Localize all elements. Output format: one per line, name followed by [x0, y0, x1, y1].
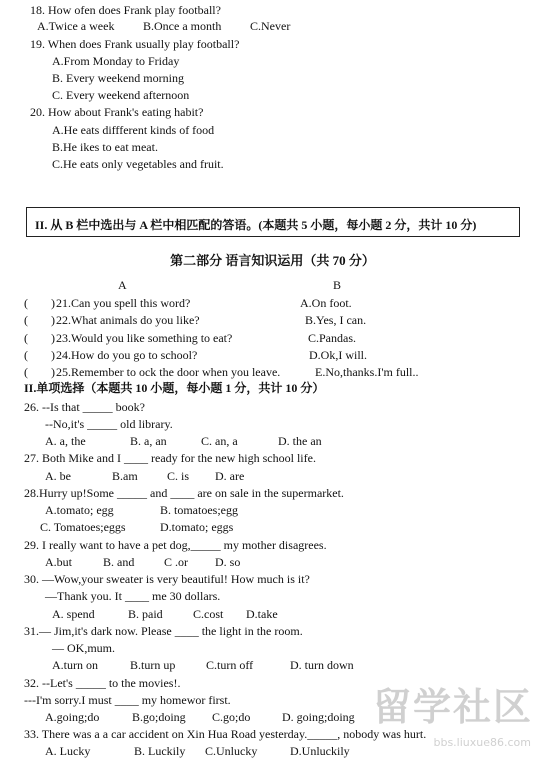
q20-option-a: A.He eats diffferent kinds of food	[52, 123, 215, 137]
answer-paren-close: )	[51, 296, 55, 310]
q31-option-d: D. turn down	[290, 658, 354, 672]
column-b-label: B	[333, 278, 342, 292]
q32-option-d: D. going;doing	[282, 710, 355, 724]
q27-option-a: A. be	[45, 469, 71, 483]
q26-option-b: B. a, an	[130, 434, 167, 448]
q27-option-d: D. are	[215, 469, 245, 483]
matching-a-text: 24.How do you go to school?	[56, 348, 198, 362]
q26-option-d: D. the an	[278, 434, 322, 448]
q29-option-d: D. so	[215, 555, 241, 569]
q33-stem: 33. There was a a car accident on Xin Hua Road yesterday._____, nobody was hurt.	[24, 727, 427, 741]
q19-stem: 19. When does Frank usually play football?	[30, 37, 240, 51]
q32-option-b: B.go;doing	[132, 710, 186, 724]
q32-option-a: A.going;do	[45, 710, 100, 724]
answer-paren-open: (	[24, 331, 28, 345]
q29-option-c: C .or	[164, 555, 188, 569]
q19-option-c: C. Every weekend afternoon	[52, 88, 190, 102]
q30-option-d: D.take	[246, 607, 278, 621]
watermark-logo: 留学社区	[372, 685, 533, 729]
q26-option-c: C. an, a	[201, 434, 238, 448]
q33-option-d: D.Unluckily	[290, 744, 350, 758]
section-heading-text: II. 从 B 栏中选出与 A 栏中相匹配的答语。(本题共 5 小题，每小题 2 分，共计 10 分)	[35, 218, 477, 232]
q30-stem: 30. —Wow,your sweater is very beautiful! How much is it?	[24, 572, 310, 586]
q26-stem-2: --No,it's _____ old library.	[45, 417, 173, 431]
q28-option-c: C. Tomatoes;eggs	[40, 520, 126, 534]
q19-option-b: B. Every weekend morning	[52, 71, 184, 85]
q30-stem-2: —Thank you. It ____ me 30 dollars.	[45, 589, 221, 603]
q26-option-a: A. a, the	[45, 434, 86, 448]
q33-option-a: A. Lucky	[45, 744, 91, 758]
answer-paren-close: )	[51, 348, 55, 362]
q28-option-b: B. tomatoes;egg	[160, 503, 238, 517]
answer-paren-close: )	[51, 331, 55, 345]
q27-option-b: B.am	[112, 469, 138, 483]
matching-a-text: 25.Remember to ock the door when you leave.	[56, 365, 281, 379]
q31-stem: 31.— Jim,it's dark now. Please ____ the light in the room.	[24, 624, 303, 638]
q29-option-b: B. and	[103, 555, 135, 569]
answer-paren-open: (	[24, 365, 28, 379]
q28-option-a: A.tomato; egg	[45, 503, 114, 517]
q18-option-a: A.Twice a week	[37, 19, 115, 33]
single-choice-heading: II.单项选择（本题共 10 小题，每小题 1 分，共计 10 分）	[24, 381, 325, 395]
column-a-label: A	[118, 278, 127, 292]
q26-stem: 26. --Is that _____ book?	[24, 400, 145, 414]
q18-option-b: B.Once a month	[143, 19, 222, 33]
q32-stem-2: ---I'm sorry.I must ____ my homewor first.	[24, 693, 231, 707]
part-two-title: 第二部分 语言知识运用（共 70 分）	[170, 253, 375, 268]
q27-stem: 27. Both Mike and I ____ ready for the new high school life.	[24, 451, 316, 465]
q18-stem: 18. How ofen does Frank play football?	[30, 3, 221, 17]
matching-a-text: 21.Can you spell this word?	[56, 296, 191, 310]
q30-option-b: B. paid	[128, 607, 163, 621]
matching-b-text: C.Pandas.	[308, 331, 356, 345]
watermark-url: bbs.liuxue86.com	[433, 736, 531, 749]
q33-option-c: C.Unlucky	[205, 744, 258, 758]
answer-paren-open: (	[24, 313, 28, 327]
q33-option-b: B. Luckily	[134, 744, 186, 758]
q27-option-c: C. is	[167, 469, 190, 483]
matching-b-text: E.No,thanks.I'm full..	[315, 365, 419, 379]
q31-stem-2: — OK,mum.	[52, 641, 115, 655]
matching-b-text: D.Ok,I will.	[309, 348, 367, 362]
q31-option-b: B.turn up	[130, 658, 176, 672]
q29-option-a: A.but	[45, 555, 72, 569]
q31-option-c: C.turn off	[206, 658, 254, 672]
q28-stem: 28.Hurry up!Some _____ and ____ are on sale in the supermarket.	[24, 486, 344, 500]
q20-stem: 20. How about Frank's eating habit?	[30, 105, 204, 119]
answer-paren-close: )	[51, 313, 55, 327]
q29-stem: 29. I really want to have a pet dog,_____ my mother disagrees.	[24, 538, 327, 552]
q20-option-c: C.He eats only vegetables and fruit.	[52, 157, 224, 171]
answer-paren-open: (	[24, 296, 28, 310]
q19-option-a: A.From Monday to Friday	[52, 54, 180, 68]
answer-paren-close: )	[51, 365, 55, 379]
answer-paren-open: (	[24, 348, 28, 362]
q28-option-d: D.tomato; eggs	[160, 520, 234, 534]
matching-a-text: 23.Would you like something to eat?	[56, 331, 233, 345]
q30-option-a: A. spend	[52, 607, 95, 621]
q20-option-b: B.He ikes to eat meat.	[52, 140, 158, 154]
section-heading-box	[26, 207, 520, 237]
matching-b-text: A.On foot.	[300, 296, 352, 310]
matching-a-text: 22.What animals do you like?	[56, 313, 200, 327]
q18-option-c: C.Never	[250, 19, 291, 33]
q31-option-a: A.turn on	[52, 658, 98, 672]
q32-option-c: C.go;do	[212, 710, 251, 724]
matching-b-text: B.Yes, I can.	[305, 313, 367, 327]
q32-stem: 32. --Let's _____ to the movies!.	[24, 676, 181, 690]
q30-option-c: C.cost	[193, 607, 224, 621]
